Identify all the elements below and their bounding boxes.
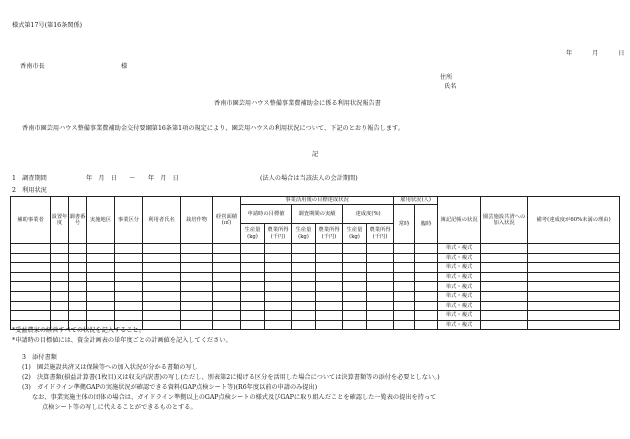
table-cell[interactable] bbox=[69, 244, 87, 254]
th-subsidy-business: 補助事業者 bbox=[11, 197, 51, 244]
table-cell[interactable] bbox=[11, 282, 51, 292]
table-cell[interactable] bbox=[367, 301, 394, 311]
table-cell[interactable] bbox=[316, 244, 343, 254]
table-cell[interactable] bbox=[265, 272, 292, 282]
table-cell[interactable] bbox=[528, 244, 620, 254]
table-cell[interactable] bbox=[415, 253, 438, 263]
table-cell[interactable] bbox=[394, 301, 415, 311]
table-cell[interactable] bbox=[51, 244, 69, 254]
table-cell[interactable] bbox=[241, 320, 265, 330]
table-cell[interactable] bbox=[481, 244, 528, 254]
table-cell[interactable] bbox=[69, 291, 87, 301]
table-cell[interactable] bbox=[316, 253, 343, 263]
table-cell[interactable] bbox=[528, 272, 620, 282]
table-cell[interactable] bbox=[213, 244, 241, 254]
table-cell[interactable] bbox=[69, 272, 87, 282]
th-bookkeeping: 簿記記帳の状況 bbox=[438, 197, 481, 244]
table-cell[interactable] bbox=[343, 301, 367, 311]
table-cell[interactable] bbox=[316, 301, 343, 311]
date-day: 日 bbox=[618, 50, 625, 57]
table-cell[interactable] bbox=[143, 282, 181, 292]
table-cell[interactable] bbox=[51, 282, 69, 292]
th-achv-production: 生産量(kg) bbox=[343, 224, 367, 244]
table-cell[interactable] bbox=[367, 253, 394, 263]
table-cell[interactable] bbox=[415, 311, 438, 321]
table-row bbox=[11, 253, 620, 263]
table-cell[interactable] bbox=[415, 263, 438, 273]
th-achv-income: 農業所得(千円) bbox=[367, 224, 394, 244]
th-crop: 栽培作物 bbox=[181, 197, 213, 244]
section2-label: 2 利用状況 bbox=[12, 187, 47, 194]
table-cell[interactable] bbox=[292, 282, 316, 292]
table-cell[interactable] bbox=[11, 272, 51, 282]
table-cell[interactable] bbox=[11, 301, 51, 311]
table-cell[interactable] bbox=[415, 291, 438, 301]
survey-period: 年 月 日 ～ 年 月 日 bbox=[86, 175, 179, 182]
table-cell[interactable] bbox=[367, 244, 394, 254]
applicant-address-label: 住所 bbox=[440, 74, 453, 81]
table-row bbox=[11, 244, 620, 254]
table-cell[interactable] bbox=[481, 263, 528, 273]
table-cell[interactable] bbox=[241, 301, 265, 311]
table-cell[interactable] bbox=[143, 253, 181, 263]
table-cell[interactable] bbox=[265, 291, 292, 301]
table-cell[interactable] bbox=[528, 291, 620, 301]
table-cell[interactable] bbox=[11, 291, 51, 301]
table-cell[interactable] bbox=[343, 272, 367, 282]
applicant-name-label: 氏名 bbox=[444, 83, 457, 90]
table-cell[interactable] bbox=[415, 244, 438, 254]
table-cell[interactable] bbox=[181, 253, 213, 263]
table-cell[interactable] bbox=[367, 320, 394, 330]
table-cell[interactable] bbox=[143, 263, 181, 273]
table-cell[interactable] bbox=[115, 263, 143, 273]
bookkeeping-cell[interactable]: 単式・複式 bbox=[438, 311, 481, 321]
table-cell[interactable] bbox=[87, 244, 115, 254]
section3-label: 3 添付書類 bbox=[22, 354, 57, 361]
table-cell[interactable] bbox=[213, 320, 241, 330]
table-cell[interactable] bbox=[292, 301, 316, 311]
table-cell[interactable] bbox=[394, 253, 415, 263]
table-cell[interactable] bbox=[528, 311, 620, 321]
table-cell[interactable] bbox=[481, 301, 528, 311]
table-cell[interactable] bbox=[394, 272, 415, 282]
table-cell[interactable] bbox=[213, 263, 241, 273]
th-employment: 雇用状況(人) bbox=[394, 197, 438, 205]
table-cell[interactable] bbox=[115, 291, 143, 301]
table-cell[interactable] bbox=[51, 301, 69, 311]
ki-label: 記 bbox=[312, 151, 319, 158]
intro-text: 香南市園芸用ハウス整備事業費補助金交付要綱第16条第1項の規定により、園芸用ハウスの利用状況について、下記のとおり報告します。 bbox=[22, 125, 404, 132]
table-cell[interactable] bbox=[292, 253, 316, 263]
table-cell[interactable] bbox=[181, 320, 213, 330]
usage-status-table bbox=[10, 196, 620, 330]
table-cell[interactable] bbox=[87, 311, 115, 321]
table-cell[interactable] bbox=[143, 301, 181, 311]
table-cell[interactable] bbox=[213, 301, 241, 311]
attachment-note-line-2: 点検シート等の写しに代えることができるものとする。 bbox=[42, 404, 197, 411]
table-cell[interactable] bbox=[51, 291, 69, 301]
table-cell[interactable] bbox=[115, 244, 143, 254]
table-cell[interactable] bbox=[292, 311, 316, 321]
survey-period-note: (法人の場合は当該法人の会計期間) bbox=[260, 175, 358, 182]
table-cell[interactable] bbox=[265, 311, 292, 321]
table-cell[interactable] bbox=[181, 244, 213, 254]
table-cell[interactable] bbox=[343, 282, 367, 292]
table-cell[interactable] bbox=[69, 282, 87, 292]
th-goal-status: 事業活用後の目標達成状況 bbox=[241, 197, 394, 205]
table-cell[interactable] bbox=[241, 253, 265, 263]
table-cell[interactable] bbox=[343, 291, 367, 301]
table-cell[interactable] bbox=[394, 244, 415, 254]
table-cell[interactable] bbox=[11, 311, 51, 321]
table-cell[interactable] bbox=[87, 282, 115, 292]
section1-label: 1 調査期間 bbox=[12, 175, 47, 182]
table-cell[interactable] bbox=[528, 282, 620, 292]
table-cell[interactable] bbox=[241, 311, 265, 321]
table-cell[interactable] bbox=[115, 282, 143, 292]
table-cell[interactable] bbox=[213, 253, 241, 263]
bookkeeping-cell[interactable]: 単式・複式 bbox=[438, 253, 481, 263]
table-cell[interactable] bbox=[241, 263, 265, 273]
table-cell[interactable] bbox=[115, 311, 143, 321]
table-cell[interactable] bbox=[316, 291, 343, 301]
table-cell[interactable] bbox=[394, 263, 415, 273]
table-cell[interactable] bbox=[69, 311, 87, 321]
table-cell[interactable] bbox=[213, 272, 241, 282]
table-cell[interactable] bbox=[394, 311, 415, 321]
table-row bbox=[11, 272, 620, 282]
table-row bbox=[11, 263, 620, 273]
table-row bbox=[11, 301, 620, 311]
table-cell[interactable] bbox=[316, 320, 343, 330]
note-2: *申請時の目標値には、資金計画表の単年度ごとの計画値を記入してください。 bbox=[12, 337, 232, 344]
table-cell[interactable] bbox=[115, 253, 143, 263]
usage-table-body bbox=[11, 197, 620, 330]
th-achievement: 達成度(%) bbox=[343, 205, 394, 224]
table-cell[interactable] bbox=[181, 311, 213, 321]
table-cell[interactable] bbox=[481, 311, 528, 321]
table-cell[interactable] bbox=[316, 282, 343, 292]
bookkeeping-cell[interactable]: 単式・複式 bbox=[438, 282, 481, 292]
table-cell[interactable] bbox=[115, 272, 143, 282]
th-plan-income: 農業所得(千円) bbox=[265, 224, 292, 244]
th-temporary: 臨時 bbox=[415, 205, 438, 244]
table-cell[interactable] bbox=[143, 291, 181, 301]
date-line bbox=[566, 50, 624, 57]
table-cell[interactable] bbox=[143, 311, 181, 321]
table-cell[interactable] bbox=[316, 272, 343, 282]
table-cell[interactable] bbox=[213, 291, 241, 301]
table-cell[interactable] bbox=[415, 282, 438, 292]
table-cell[interactable] bbox=[367, 291, 394, 301]
table-cell[interactable] bbox=[292, 291, 316, 301]
table-cell[interactable] bbox=[528, 253, 620, 263]
table-cell[interactable] bbox=[343, 263, 367, 273]
table-cell[interactable] bbox=[87, 272, 115, 282]
th-mutual-aid: 園芸施設共済への加入状況 bbox=[481, 197, 528, 244]
table-cell[interactable] bbox=[367, 282, 394, 292]
table-cell[interactable] bbox=[343, 253, 367, 263]
table-cell[interactable] bbox=[181, 263, 213, 273]
table-cell[interactable] bbox=[213, 282, 241, 292]
table-cell[interactable] bbox=[265, 253, 292, 263]
table-cell[interactable] bbox=[292, 244, 316, 254]
table-cell[interactable] bbox=[69, 253, 87, 263]
table-cell[interactable] bbox=[181, 272, 213, 282]
table-cell[interactable] bbox=[343, 320, 367, 330]
table-cell[interactable] bbox=[265, 282, 292, 292]
th-survey-no: 調書番号 bbox=[69, 197, 87, 244]
table-cell[interactable] bbox=[394, 291, 415, 301]
table-cell[interactable] bbox=[143, 320, 181, 330]
bookkeeping-cell[interactable]: 単式・複式 bbox=[438, 301, 481, 311]
table-cell[interactable] bbox=[415, 320, 438, 330]
table-cell[interactable] bbox=[481, 320, 528, 330]
table-cell[interactable] bbox=[69, 301, 87, 311]
bookkeeping-cell[interactable]: 単式・複式 bbox=[438, 272, 481, 282]
th-land-area: 経営面積(㎡) bbox=[213, 197, 241, 244]
table-cell[interactable] bbox=[143, 272, 181, 282]
table-row bbox=[11, 311, 620, 321]
table-cell[interactable] bbox=[481, 272, 528, 282]
attachment-item-3: (3) ガイドライン準拠GAPの実施状況が確認できる資料(GAP点検シート等)(R6年度以前の申請のみ提出) bbox=[22, 384, 318, 391]
table-cell[interactable] bbox=[241, 244, 265, 254]
th-regular: 常時 bbox=[394, 205, 415, 244]
table-cell[interactable] bbox=[343, 244, 367, 254]
th-area: 実施地区 bbox=[87, 197, 115, 244]
table-cell[interactable] bbox=[265, 301, 292, 311]
form-number: 様式第17号(第16条関係) bbox=[12, 22, 83, 29]
table-cell[interactable] bbox=[87, 263, 115, 273]
page-title: 香南市園芸用ハウス整備事業費補助金に係る利用状況報告書 bbox=[214, 100, 381, 107]
table-cell[interactable] bbox=[181, 301, 213, 311]
table-cell[interactable] bbox=[11, 253, 51, 263]
th-actual: 調査期間の実績 bbox=[292, 205, 343, 224]
bookkeeping-cell[interactable]: 単式・複式 bbox=[438, 263, 481, 273]
th-actual-income: 農業所得(千円) bbox=[316, 224, 343, 244]
table-cell[interactable] bbox=[367, 263, 394, 273]
table-cell[interactable] bbox=[367, 272, 394, 282]
attachment-note-line-1: なお、事業実施主体の団体の場合は、ガイドライン準拠以上のGAP点検シートの様式及びGAPに取り組んだことを確認した一覧表の提出を持って bbox=[32, 394, 437, 401]
table-cell[interactable] bbox=[481, 291, 528, 301]
bookkeeping-cell[interactable]: 単式・複式 bbox=[438, 244, 481, 254]
table-cell[interactable] bbox=[394, 282, 415, 292]
table-cell[interactable] bbox=[241, 272, 265, 282]
th-plan-goal: 申請時の目標値 bbox=[241, 205, 292, 224]
table-cell[interactable] bbox=[394, 320, 415, 330]
bookkeeping-cell[interactable]: 単式・複式 bbox=[438, 291, 481, 301]
table-cell[interactable] bbox=[265, 244, 292, 254]
table-cell[interactable] bbox=[316, 263, 343, 273]
table-row bbox=[11, 291, 620, 301]
attachment-item-1: (1) 園芸施設共済又は保険等への加入状況が分かる書類の写し bbox=[22, 364, 198, 371]
note-1: *受益農家の経営すべての状況を記入すること。 bbox=[12, 327, 145, 334]
table-cell[interactable] bbox=[481, 282, 528, 292]
date-year: 年 bbox=[566, 50, 573, 57]
table-cell[interactable] bbox=[51, 253, 69, 263]
table-cell[interactable] bbox=[265, 320, 292, 330]
table-cell[interactable] bbox=[528, 320, 620, 330]
table-cell[interactable] bbox=[415, 272, 438, 282]
table-cell[interactable] bbox=[528, 263, 620, 273]
table-cell[interactable] bbox=[11, 263, 51, 273]
table-cell[interactable] bbox=[69, 263, 87, 273]
table-cell[interactable] bbox=[51, 263, 69, 273]
th-actual-production: 生産量(kg) bbox=[292, 224, 316, 244]
table-cell[interactable] bbox=[528, 301, 620, 311]
th-year: 設置年度 bbox=[51, 197, 69, 244]
table-cell[interactable] bbox=[181, 282, 213, 292]
table-cell[interactable] bbox=[265, 263, 292, 273]
table-cell[interactable] bbox=[51, 272, 69, 282]
table-cell[interactable] bbox=[415, 301, 438, 311]
table-cell[interactable] bbox=[481, 253, 528, 263]
addressee-name: 香南市長 bbox=[20, 63, 45, 70]
table-cell[interactable] bbox=[87, 253, 115, 263]
th-user-name: 利用者氏名 bbox=[143, 197, 181, 244]
attachment-item-2: (2) 決算書類(損益計算書(1枚目)又は収支内訳書)の写し(ただし、別表第2に掲げる区分を活用した場合については決算書類等の添付を必要としない。) bbox=[22, 374, 440, 381]
table-cell[interactable] bbox=[292, 272, 316, 282]
th-category: 事業区分 bbox=[115, 197, 143, 244]
table-cell[interactable] bbox=[241, 282, 265, 292]
table-cell[interactable] bbox=[367, 311, 394, 321]
addressee-honorific: 様 bbox=[121, 63, 128, 70]
table-row bbox=[11, 282, 620, 292]
table-cell[interactable] bbox=[51, 311, 69, 321]
table-cell[interactable] bbox=[143, 244, 181, 254]
table-cell[interactable] bbox=[87, 301, 115, 311]
table-cell[interactable] bbox=[181, 291, 213, 301]
table-cell[interactable] bbox=[11, 244, 51, 254]
table-cell[interactable] bbox=[292, 320, 316, 330]
table-cell[interactable] bbox=[343, 311, 367, 321]
table-cell[interactable] bbox=[292, 263, 316, 273]
table-cell[interactable] bbox=[115, 301, 143, 311]
table-cell[interactable] bbox=[316, 311, 343, 321]
th-remarks: 備考(達成度が60%未満の理由) bbox=[528, 197, 620, 244]
date-month: 月 bbox=[592, 50, 599, 57]
bookkeeping-cell[interactable]: 単式・複式 bbox=[438, 320, 481, 330]
table-cell[interactable] bbox=[213, 311, 241, 321]
table-cell[interactable] bbox=[241, 291, 265, 301]
th-plan-production: 生産量(kg) bbox=[241, 224, 265, 244]
table-cell[interactable] bbox=[87, 291, 115, 301]
